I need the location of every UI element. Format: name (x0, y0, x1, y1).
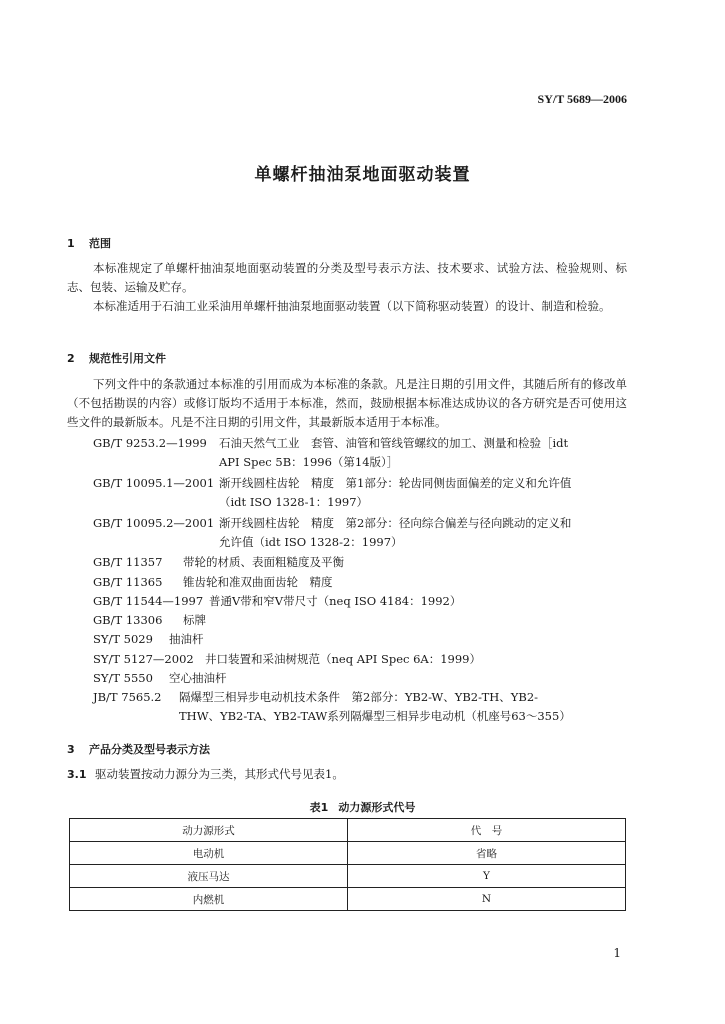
document-title: 单螺杆抽油泵地面驱动装置 (254, 165, 471, 185)
reference-title-continued: （idt ISO 1328-1：1997） (219, 495, 369, 509)
clause-3-1 (67, 766, 344, 782)
section-number: 3 (67, 743, 75, 756)
reference-title-continued: THW、YB2-TA、YB2-TAW系列隔爆型三相异步电动机（机座号63～355） (179, 709, 571, 723)
table-cell: 省略 (348, 842, 626, 865)
section-2-heading (67, 350, 166, 366)
table-caption (0, 799, 725, 815)
clause-number: 3.1 (67, 768, 87, 781)
table-cell: Y (348, 865, 626, 888)
reference-title-continued: API Spec 5B：1996（第14版）］ (219, 455, 399, 469)
scope-paragraph-2: 本标准适用于石油工业采油用单螺杆抽油泵地面驱动装置（以下简称驱动装置）的设计、制造和检验。 (93, 299, 611, 313)
page-number: 1 (613, 946, 621, 960)
reference-code: SY/T 5127—2002 (93, 652, 194, 666)
section-number: 2 (67, 352, 75, 365)
clause-text: 驱动装置按动力源分为三类，其形式代号见表1。 (95, 767, 344, 781)
reference-item (93, 474, 633, 512)
reference-title: 石油天然气工业 套管、油管和管线管螺纹的加工、测量和检验［idt (219, 436, 569, 450)
table-title: 动力源形式代号 (338, 801, 416, 814)
column-header: 动力源形式 (70, 819, 348, 842)
power-source-code-table (69, 818, 626, 911)
reference-item (93, 592, 633, 611)
reference-item (93, 611, 633, 630)
reference-item (93, 573, 633, 592)
column-header: 代 号 (348, 819, 626, 842)
section-title: 规范性引用文件 (89, 352, 166, 365)
reference-title: 普通V带和窄V带尺寸（neq ISO 4184：1992） (209, 594, 462, 608)
reference-item (93, 630, 633, 649)
table-cell: 电动机 (70, 842, 348, 865)
reference-title: 抽油杆 (169, 632, 204, 646)
reference-code: JB/T 7565.2 (93, 690, 162, 704)
reference-title: 渐开线圆柱齿轮 精度 第2部分：径向综合偏差与径向跳动的定义和 (219, 516, 572, 530)
table-header-row (70, 819, 626, 842)
reference-code: SY/T 5550 (93, 671, 153, 685)
reference-title-continued: 允许值（idt ISO 1328-2：1997） (219, 535, 403, 549)
reference-item (93, 553, 633, 572)
reference-item (93, 514, 633, 552)
section-title: 范围 (89, 237, 111, 250)
reference-code: GB/T 10095.1—2001 (93, 476, 215, 490)
reference-code: GB/T 11365 (93, 575, 163, 589)
table-row (70, 842, 626, 865)
standard-number: SY/T 5689—2006 (537, 92, 627, 106)
reference-item (93, 688, 633, 726)
reference-code: GB/T 13306 (93, 613, 163, 627)
reference-title: 标牌 (183, 613, 206, 627)
table-label: 表1 (309, 801, 329, 814)
scope-paragraph-1: 本标准规定了单螺杆抽油泵地面驱动装置的分类及型号表示方法、技术要求、试验方法、检验规则、标志、包装、运输及贮存。 (67, 261, 627, 294)
reference-code: GB/T 9253.2—1999 (93, 436, 207, 450)
reference-title: 带轮的材质、表面粗糙度及平衡 (183, 555, 344, 569)
table-cell: 液压马达 (70, 865, 348, 888)
section-title: 产品分类及型号表示方法 (89, 743, 210, 756)
reference-code: GB/T 11544—1997 (93, 594, 204, 608)
reference-item (93, 434, 633, 472)
reference-title: 渐开线圆柱齿轮 精度 第1部分：轮齿同侧齿面偏差的定义和允许值 (219, 476, 572, 490)
reference-code: GB/T 11357 (93, 555, 163, 569)
table-cell: 内燃机 (70, 888, 348, 911)
section-number: 1 (67, 237, 75, 250)
reference-title: 空心抽油杆 (169, 671, 227, 685)
table-cell: N (348, 888, 626, 911)
table-row (70, 865, 626, 888)
reference-title: 隔爆型三相异步电动机技术条件 第2部分：YB2-W、YB2-TH、YB2- (179, 690, 539, 704)
reference-title: 井口装置和采油树规范（neq API Spec 6A：1999） (205, 652, 481, 666)
reference-item (93, 650, 633, 669)
section-1-heading (67, 235, 111, 251)
section-3-heading (67, 741, 210, 757)
reference-code: SY/T 5029 (93, 632, 153, 646)
reference-code: GB/T 10095.2—2001 (93, 516, 215, 530)
references-intro: 下列文件中的条款通过本标准的引用而成为本标准的条款。凡是注日期的引用文件，其随后所有的修改单（不包括勘误的内容）或修订版均不适用于本标准，然而，鼓励根据本标准达成协议的各方研究是否可使用这些文件的最新版本。凡是不注日期的引用文件，其最新版本适用于本标准。 (67, 377, 627, 429)
table-row (70, 888, 626, 911)
reference-title: 锥齿轮和准双曲面齿轮 精度 (183, 575, 333, 589)
reference-item (93, 669, 633, 688)
